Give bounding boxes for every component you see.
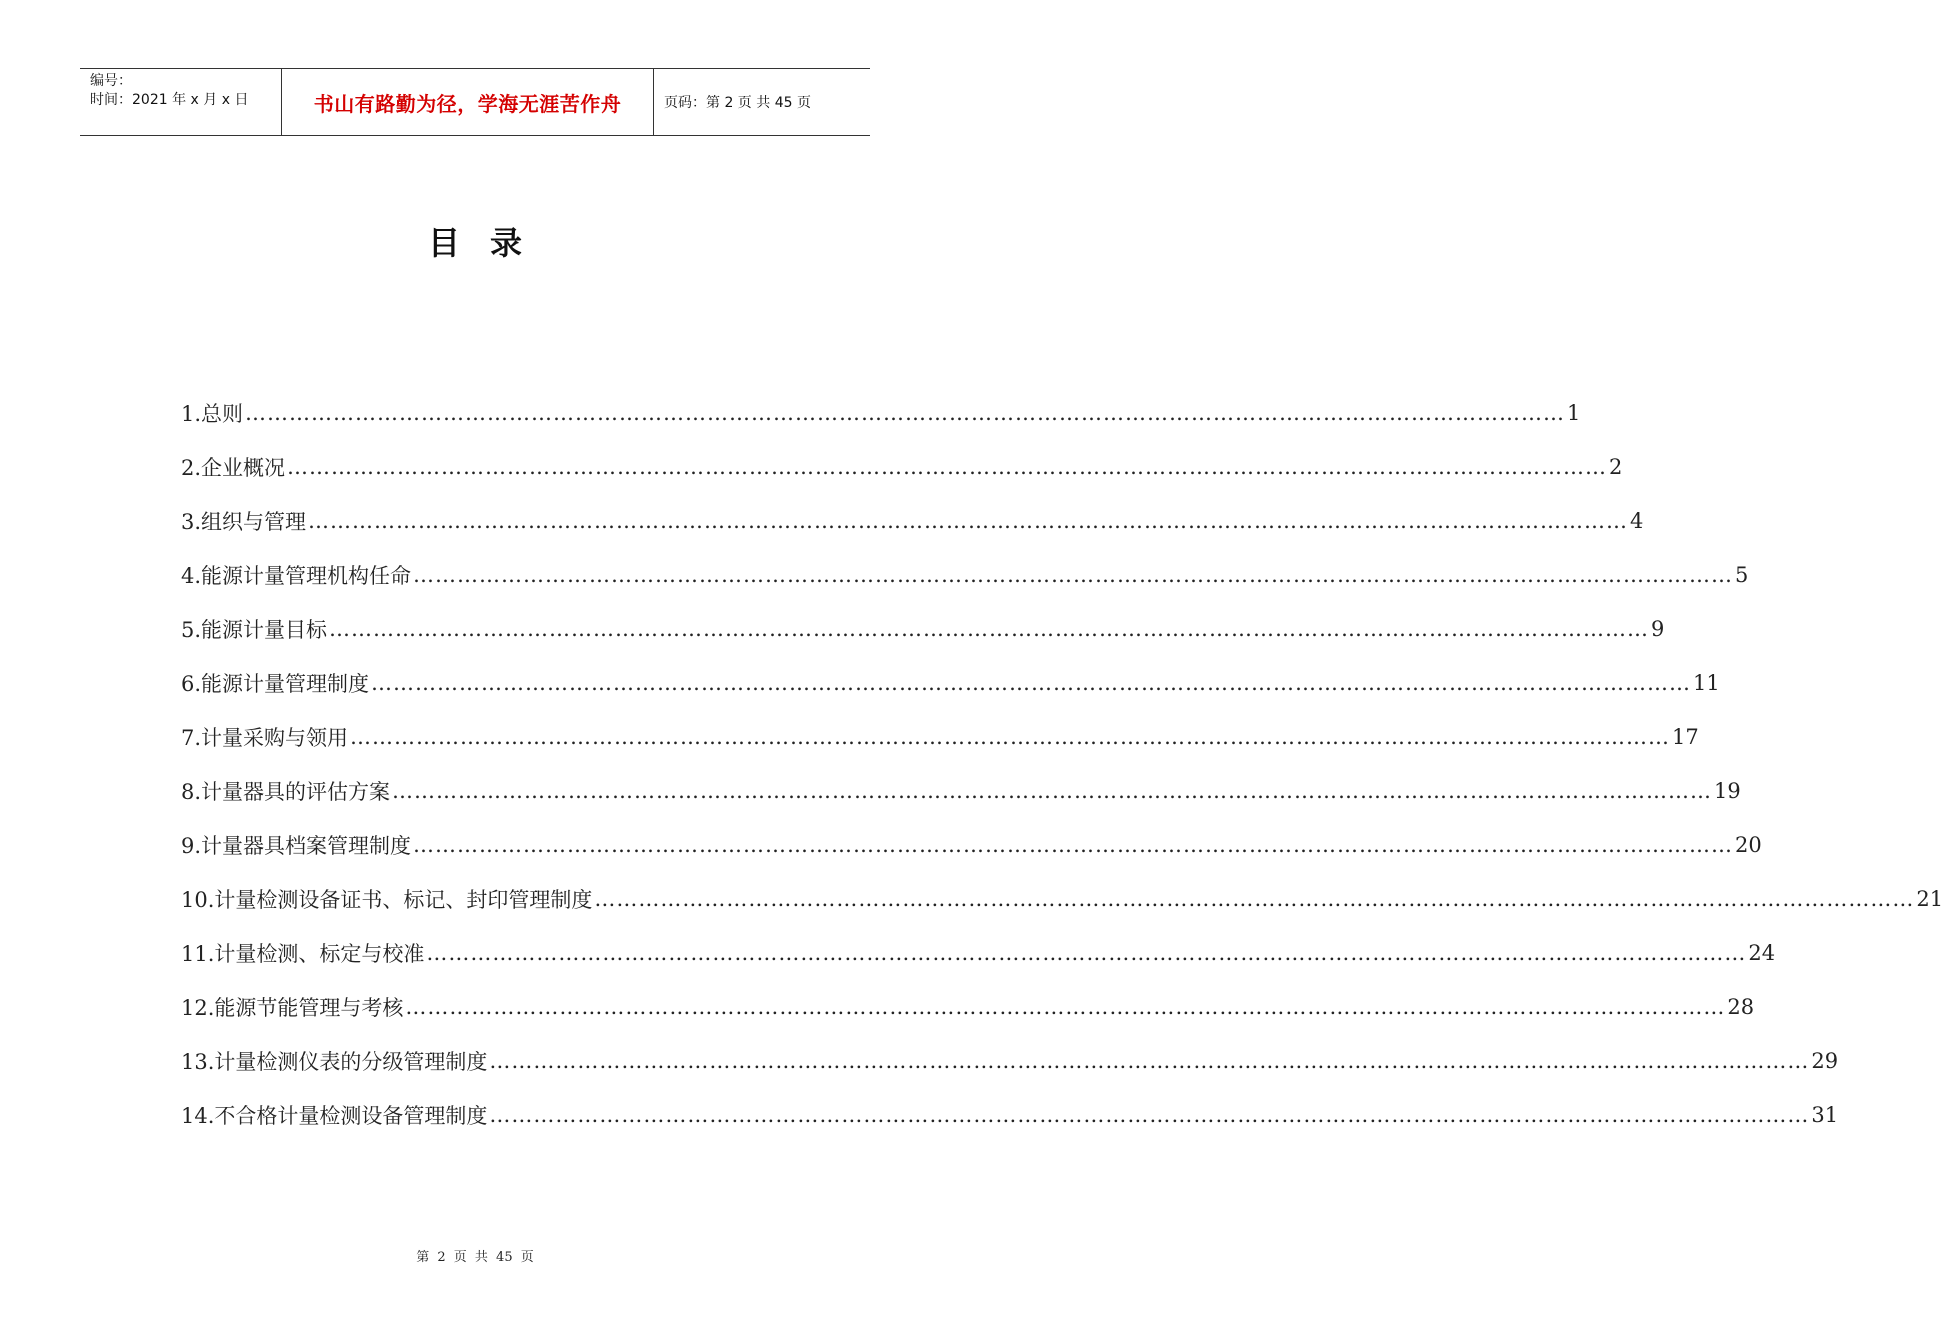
toc-entry-page: 11 [1693,671,1720,695]
toc-entry-page: 9 [1651,617,1665,641]
page-title: 目录 [427,224,552,262]
toc-entry-label: 11.计量检测、标定与校准 [181,942,425,966]
toc-leader-dots: ……………………………………………………………………………………………………………………………………………………………… [287,455,1608,479]
header-motto: 书山有路勤为径，学海无涯苦作舟 [282,69,654,135]
toc-entry-page: 20 [1735,833,1762,857]
toc-entry-page: 17 [1672,725,1699,749]
table-of-contents [181,386,1943,1142]
toc-leader-dots: ……………………………………………………………………………………………………………………………………………………………… [426,941,1747,965]
toc-leader-dots: ……………………………………………………………………………………………………………………………………………………………… [405,995,1726,1019]
toc-entry-label: 8.计量器具的评估方案 [181,780,391,804]
toc-entry-label: 4.能源计量管理机构任命 [181,564,412,588]
toc-entry-label: 12.能源节能管理与考核 [181,996,404,1020]
toc-entry[interactable] [181,872,1943,926]
toc-entry-page: 24 [1748,941,1776,965]
toc-entry[interactable] [181,548,1749,602]
header-page-info: 页码：第 2 页 共 45 页 [664,95,811,111]
toc-entry[interactable] [181,818,1762,872]
toc-entry[interactable] [181,1088,1839,1142]
toc-entry[interactable] [181,494,1644,548]
toc-entry[interactable] [181,980,1755,1034]
toc-leader-dots: ……………………………………………………………………………………………………………………………………………………………… [350,725,1671,749]
toc-leader-dots: ……………………………………………………………………………………………………………………………………………………………… [594,887,1915,911]
toc-leader-dots: ……………………………………………………………………………………………………………………………………………………………… [308,509,1629,533]
toc-entry-label: 2.企业概况 [181,456,286,480]
toc-entry-label: 9.计量器具档案管理制度 [181,834,412,858]
toc-entry-label: 10.计量检测设备证书、标记、封印管理制度 [181,888,593,912]
toc-entry-label: 13.计量检测仪表的分级管理制度 [181,1050,488,1074]
header-meta [80,69,282,135]
toc-entry-label: 3.组织与管理 [181,510,307,534]
toc-entry[interactable] [181,440,1623,494]
page-header [80,68,870,136]
toc-entry-label: 5.能源计量目标 [181,618,328,642]
toc-entry-page: 1 [1567,401,1581,425]
toc-leader-dots: ……………………………………………………………………………………………………………………………………………………………… [392,779,1713,803]
toc-entry-page: 4 [1630,509,1644,533]
toc-entry-label: 1.总则 [181,402,244,426]
toc-entry-page: 29 [1811,1049,1839,1073]
toc-entry[interactable] [181,926,1776,980]
toc-entry-page: 28 [1727,995,1755,1019]
page-footer: 第 2 页 共 45 页 [416,1250,534,1265]
toc-entry-label: 7.计量采购与领用 [181,726,349,750]
toc-entry[interactable] [181,602,1665,656]
toc-entry[interactable] [181,710,1699,764]
toc-entry[interactable] [181,656,1720,710]
toc-leader-dots: ……………………………………………………………………………………………………………………………………………………………… [413,833,1734,857]
toc-leader-dots: ……………………………………………………………………………………………………………………………………………………………… [371,671,1692,695]
toc-entry-page: 2 [1609,455,1623,479]
toc-entry-page: 19 [1714,779,1741,803]
toc-entry[interactable] [181,1034,1839,1088]
toc-leader-dots: ……………………………………………………………………………………………………………………………………………………………… [413,563,1734,587]
toc-entry[interactable] [181,386,1581,440]
toc-entry-page: 21 [1916,887,1943,911]
toc-leader-dots: ……………………………………………………………………………………………………………………………………………………………… [489,1103,1810,1127]
toc-leader-dots: ……………………………………………………………………………………………………………………………………………………………… [245,401,1566,425]
toc-entry[interactable] [181,764,1741,818]
toc-leader-dots: ……………………………………………………………………………………………………………………………………………………………… [489,1049,1810,1073]
document-time-label: 时间：2021 年 x 月 x 日 [90,92,249,108]
toc-entry-label: 14.不合格计量检测设备管理制度 [181,1104,488,1128]
toc-entry-page: 31 [1811,1103,1839,1127]
toc-leader-dots: ……………………………………………………………………………………………………………………………………………………………… [329,617,1650,641]
document-number-label: 编号： [90,73,132,89]
toc-entry-page: 5 [1735,563,1749,587]
toc-entry-label: 6.能源计量管理制度 [181,672,370,696]
